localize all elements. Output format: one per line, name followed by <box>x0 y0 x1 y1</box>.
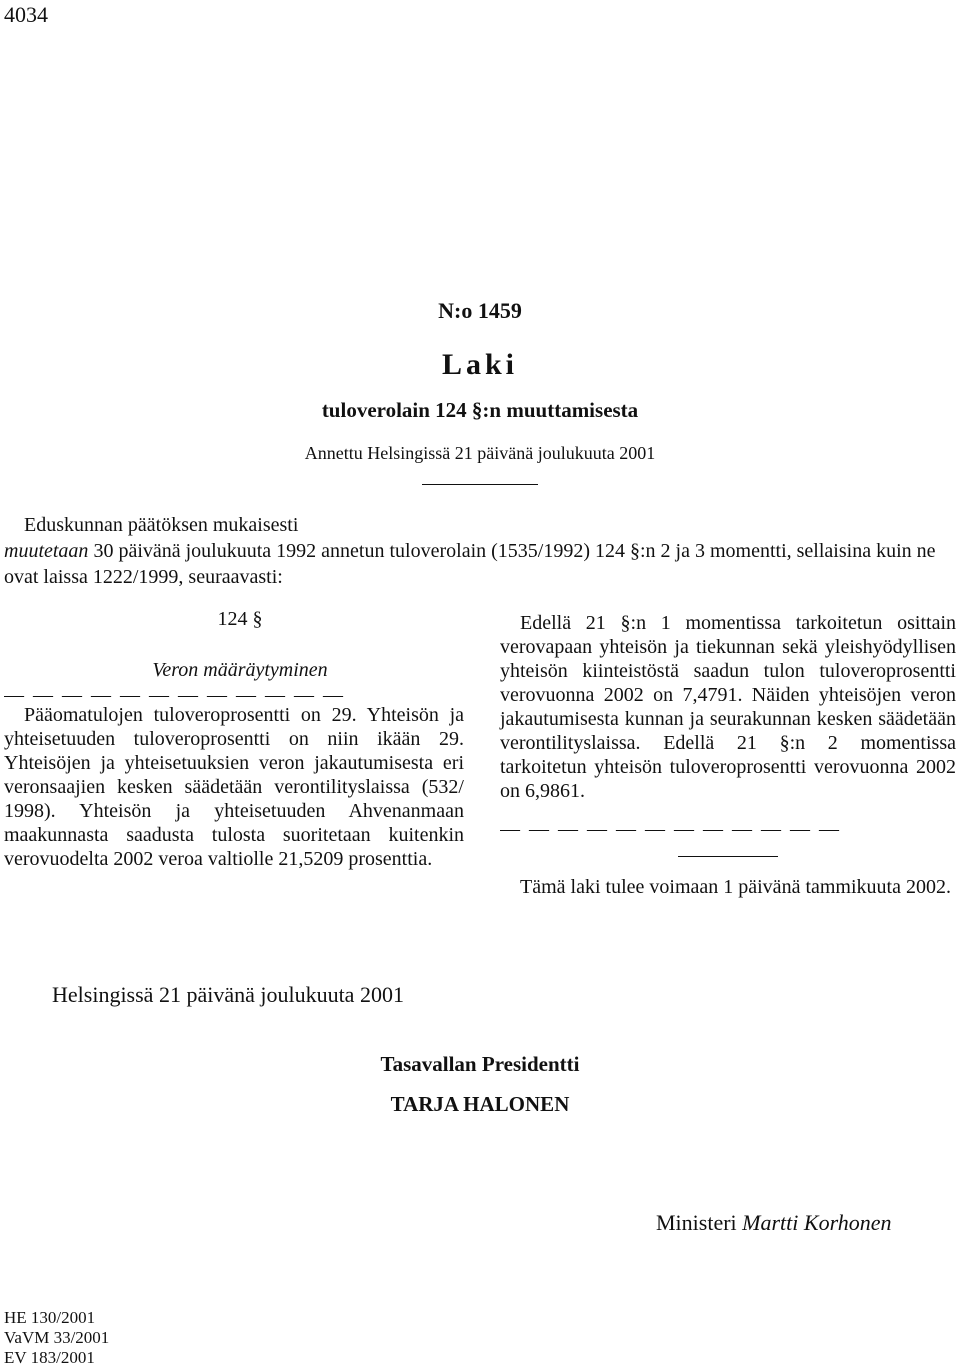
enacting-clause-line1: Eduskunnan päätöksen mukaisesti <box>24 514 299 536</box>
reference-government-bill: HE 130/2001 <box>4 1308 96 1327</box>
paragraph-right: Edellä 21 §:n 1 momentissa tarkoitetun osittain verovapaan yhteisön ja tiekunnan sekä yleishyödyllisen yhteisön kiinteistöstä saadun tulon tuloveroprosentti verovuonna 2002 on 7,4791. Näiden yhteisöjen veron jakautumisesta kunnan ja seurakunnan kesken säädetään verontilityslaissa. Edellä 21 §:n 2 momentissa tarkoitetun yhteisön tuloveroprosentti verovuonna 2002 on 6,9861. <box>500 612 956 802</box>
statute-subtitle: tuloverolain 124 §:n muuttamisesta <box>321 398 639 422</box>
entry-into-force: Tämä laki tulee voimaan 1 päivänä tammikuuta 2002. <box>520 876 951 898</box>
left-column-paragraph <box>4 703 464 871</box>
title-divider <box>422 484 538 485</box>
statute-title: Laki <box>441 348 519 381</box>
minister-label: Ministeri <box>656 1210 737 1235</box>
given-date: Annettu Helsingissä 21 päivänä joulukuuta 2001 <box>304 443 656 463</box>
legislative-references <box>4 1308 109 1368</box>
section-number: 124 § <box>217 608 263 630</box>
reference-committee-report: VaVM 33/2001 <box>4 1328 110 1347</box>
reference-parliament-reply: EV 183/2001 <box>4 1348 95 1367</box>
statute-number: N:o 1459 <box>438 298 522 323</box>
omission-marks-right: — — — — — — — — — — — — <box>500 818 841 838</box>
enacting-clause <box>4 512 956 590</box>
entry-into-force-block <box>500 875 956 899</box>
right-column-paragraph <box>500 611 956 803</box>
section-heading: Veron määräytyminen <box>152 659 328 681</box>
enacting-clause-body <box>4 538 956 590</box>
section-divider <box>678 856 778 857</box>
signatory-name: TARJA HALONEN <box>390 1092 570 1116</box>
paragraph-left: Pääomatulojen tuloveroprosentti on 29. Yhteisön ja yhteisetuuden tuloveroprosentti on niin ikään 29. Yhteisöjen ja yhteisetuuksien veron jakautumisesta eri veronsaajien kesken säädetään verontilityslaissa (532/ 1998). Yhteisön ja yhteisetuuden Ahvenanmaan maakunnasta saadusta tulosta suoritetaan kuitenkin verovuodelta 2002 veroa valtiolle 21,5209 prosenttia. <box>4 704 464 870</box>
place-date: Helsingissä 21 päivänä joulukuuta 2001 <box>52 982 404 1007</box>
enacting-clause-text: 30 päivänä joulukuuta 1992 annetun tuloverolain (1535/1992) 124 §:n 2 ja 3 momentti, sellaisina kuin ne ovat laissa 1222/1999, seuraavasti: <box>4 540 936 588</box>
minister-name: Martti Korhonen <box>742 1210 892 1235</box>
omission-marks-left: — — — — — — — — — — — — <box>4 684 345 704</box>
minister-signature <box>656 1210 892 1236</box>
page-number: 4034 <box>4 2 48 27</box>
signatory-title: Tasavallan Presidentti <box>380 1052 580 1076</box>
enacting-verb: muutetaan <box>4 540 89 562</box>
